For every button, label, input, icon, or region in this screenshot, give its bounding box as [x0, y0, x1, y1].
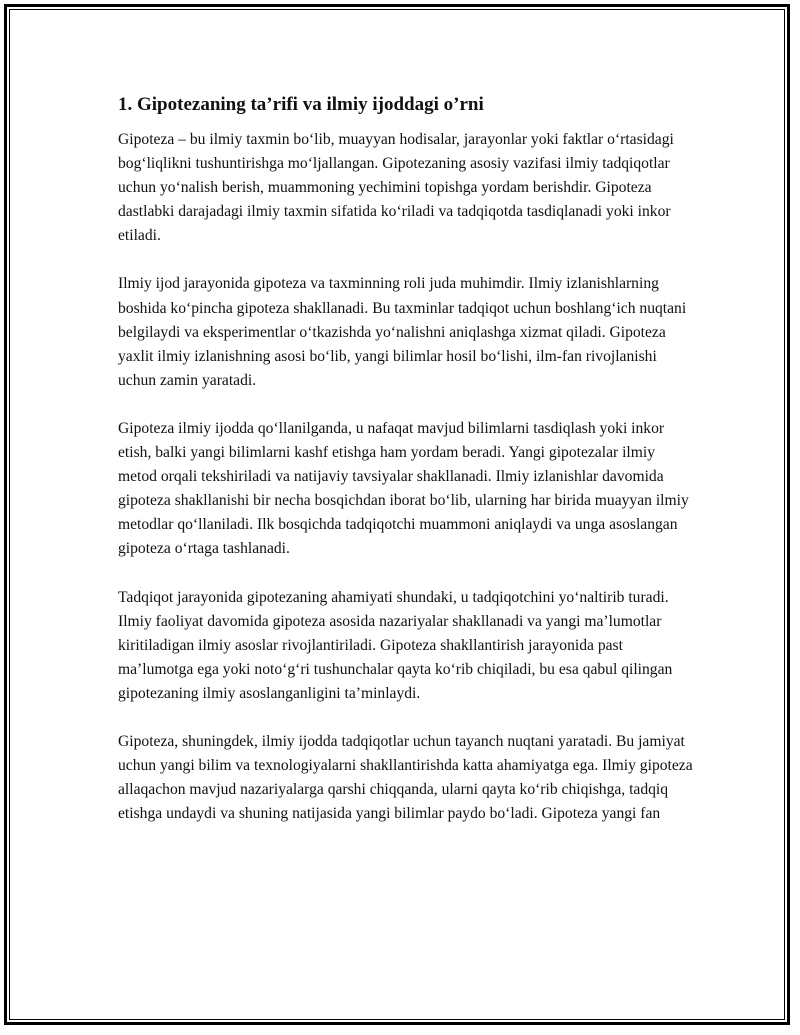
- document-body: [118, 92, 693, 826]
- paragraph-1: Gipoteza – bu ilmiy taxmin bo‘lib, muayyan hodisalar, jarayonlar yoki faktlar o‘rtasidagi bog‘liqlikni tushuntirishga mo‘ljallangan. Gipotezaning asosiy vazifasi ilmiy tadqiqotlar uchun yo‘nalish berish, muammoning yechimini topishga yordam berishdir. Gipoteza dastlabki darajadagi ilmiy taxmin sifatida ko‘riladi va tadqiqotda tasdiqlanadi yoki inkor etiladi.: [118, 131, 674, 245]
- paragraph-4: Tadqiqot jarayonida gipotezaning ahamiyati shundaki, u tadqiqotchini yo‘naltirib turadi. Ilmiy faoliyat davomida gipoteza asosida nazariyalar shakllanadi va yangi ma’lumotlar kiritiladigan ilmiy asoslar rivojlantiriladi. Gipoteza shakllantirish jarayonida past ma’lumotga ega yoki noto‘g‘ri tushunchalar qayta ko‘rib chiqiladi, bu esa qabul qilingan gipotezaning ilmiy asoslanganligini ta’minlaydi.: [118, 588, 673, 702]
- section-heading: 1. Gipotezaning ta’rifi va ilmiy ijoddagi o’rni: [118, 94, 484, 115]
- paragraph-5: Gipoteza, shuningdek, ilmiy ijodda tadqiqotlar uchun tayanch nuqtani yaratadi. Bu jamiyat uchun yangi bilim va texnologiyalarni shakllantirishda katta ahamiyatga ega. Ilmiy gipoteza allaqachon mavjud nazariyalarga qarshi chiqqanda, ularni qayta ko‘rib chiqishga, tadqiq etishga undaydi va shuning natijasida yangi bilimlar paydo bo‘ladi. Gipoteza yangi fan: [118, 732, 693, 823]
- paragraph-3: Gipoteza ilmiy ijodda qo‘llanilganda, u nafaqat mavjud bilimlarni tasdiqlash yoki inkor etish, balki yangi bilimlarni kashf etishga ham yordam beradi. Yangi gipotezalar ilmiy metod orqali tekshiriladi va natijaviy tavsiyalar shakllanadi. Ilmiy izlanishlar davomida gipoteza shakllanishi bir necha bosqichdan iborat bo‘lib, ularning har birida muayyan ilmiy metodlar qo‘llaniladi. Ilk bosqichda tadqiqotchi muammoni aniqlaydi va unga asoslangan gipoteza o‘rtaga tashlanadi.: [118, 419, 689, 558]
- paragraph-2: Ilmiy ijod jarayonida gipoteza va taxminning roli juda muhimdir. Ilmiy izlanishlarning boshida ko‘pincha gipoteza shakllanadi. Bu taxminlar tadqiqot uchun boshlang‘ich nuqtani belgilaydi va eksperimentlar o‘tkazishda yo‘nalishni aniqlashga xizmat qiladi. Gipoteza yaxlit ilmiy izlanishning asosi bo‘lib, yangi bilimlar hosil bo‘lishi, ilm-fan rivojlanishi uchun zamin yaratadi.: [118, 275, 687, 389]
